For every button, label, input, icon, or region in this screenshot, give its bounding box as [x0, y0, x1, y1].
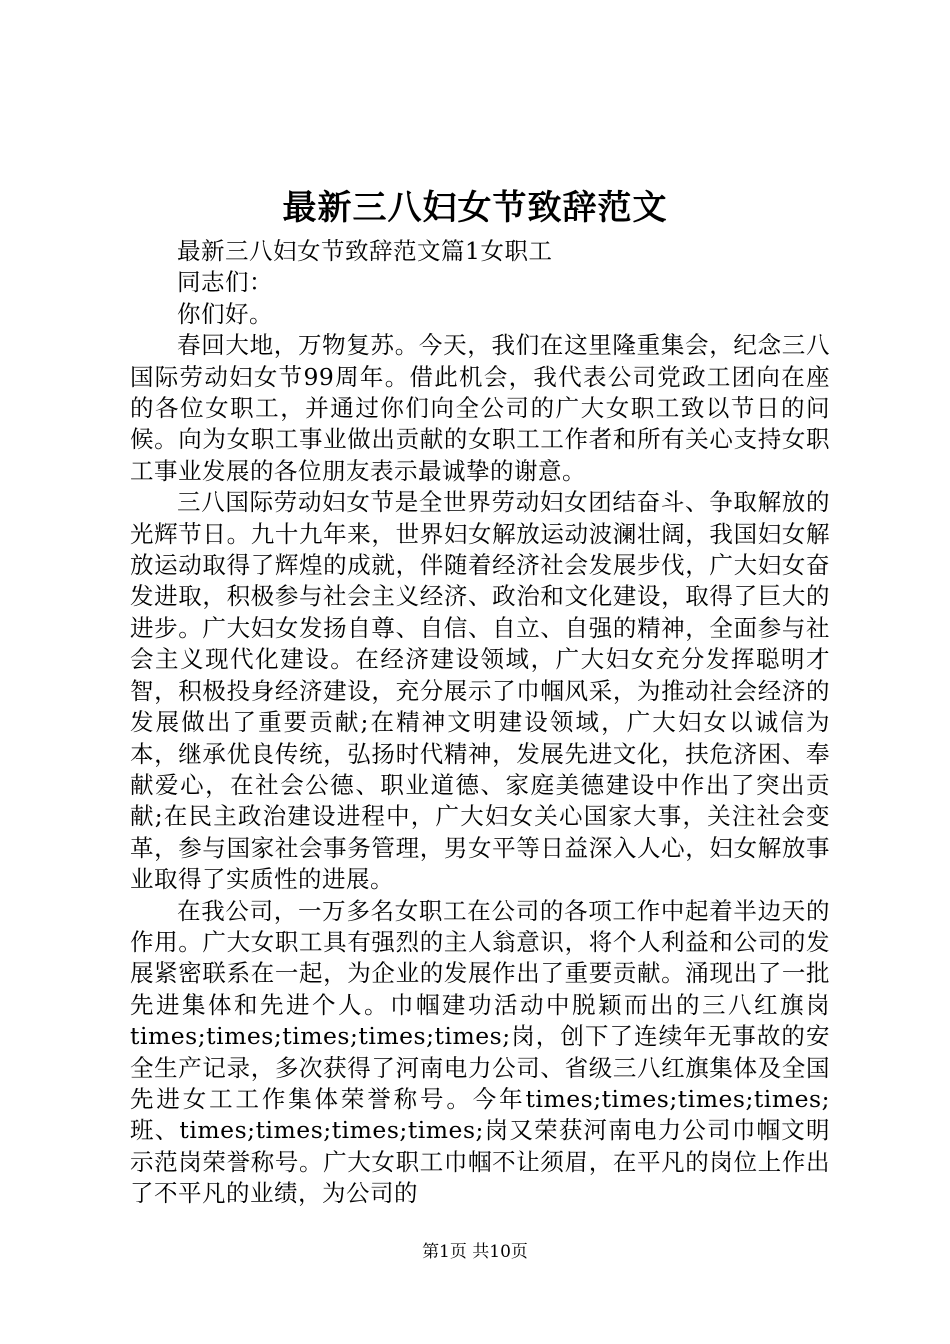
- paragraph-greeting: 你们好。: [177, 299, 273, 328]
- paragraph-company: 在我公司，一万多名女职工在公司的各项工作中起着半边天的作用。广大女职工具有强烈的主人翁意识，将个人利益和公司的发展紧密联系在一起，为企业的发展作出了重要贡献。涌现出了一批先进集体和先进个人。巾帼建功活动中脱颖而出的三八红旗岗times;times;times;times;times;岗，创下了连续年无事故的安全生产记录，多次获得了河南电力公司、省级三八红旗集体及全国先进女工工作集体荣誉称号。今年times;times;times;times;班、times;times;times;times;岗又荣获河南电力公司巾帼文明示范岗荣誉称号。广大女职工巾帼不让须眉，在平凡的岗位上作出了不平凡的业绩，为公司的: [130, 896, 830, 1208]
- page-number-footer: 第1页 共10页: [422, 1242, 528, 1262]
- paragraph-heading-line: 最新三八妇女节致辞范文篇1女职工: [177, 237, 553, 265]
- paragraph-salutation: 同志们：: [177, 268, 273, 297]
- document-body: [130, 236, 830, 1210]
- paragraph-opening: 春回大地，万物复苏。今天，我们在这里隆重集会，纪念三八国际劳动妇女节99周年。借此机会，我代表公司党政工团向在座的各位女职工，并通过你们向全公司的广大女职工致以节日的问候。向为女职工事业做出贡献的女职工工作者和所有关心支持女职工事业发展的各位朋友表示最诚挚的谢意。: [130, 331, 830, 485]
- document-title: 最新三八妇女节致辞范文: [282, 188, 668, 228]
- paragraph-history: 三八国际劳动妇女节是全世界劳动妇女团结奋斗、争取解放的光辉节日。九十九年来，世界妇女解放运动波澜壮阔，我国妇女解放运动取得了辉煌的成就，伴随着经济社会发展步伐，广大妇女奋发进取，积极参与社会主义经济、政治和文化建设，取得了巨大的进步。广大妇女发扬自尊、自信、自立、自强的精神，全面参与社会主义现代化建设。在经济建设领域，广大妇女充分发挥聪明才智，积极投身经济建设，充分展示了巾帼风采，为推动社会经济的发展做出了重要贡献;在精神文明建设领域，广大妇女以诚信为本，继承优良传统，弘扬时代精神，发展先进文化，扶危济困、奉献爱心，在社会公德、职业道德、家庭美德建设中作出了突出贡献;在民主政治建设进程中，广大妇女关心国家大事，关注社会变革，参与国家社会事务管理，男女平等日益深入人心，妇女解放事业取得了实质性的进展。: [130, 488, 830, 894]
